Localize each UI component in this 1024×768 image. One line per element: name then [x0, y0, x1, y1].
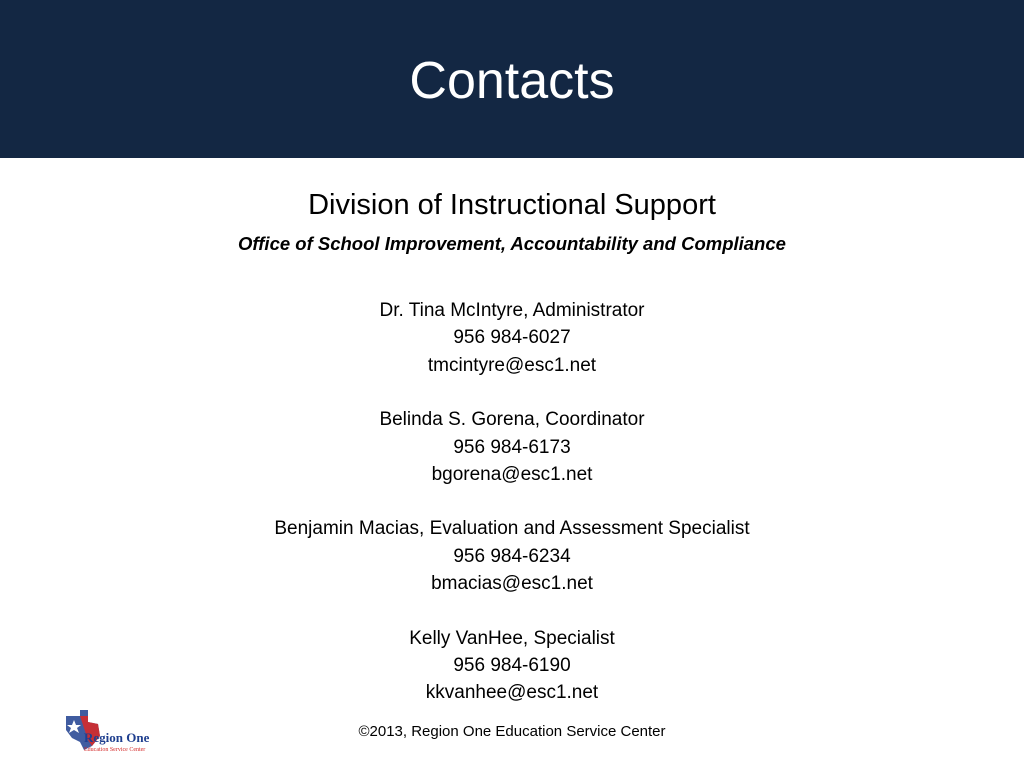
contact-phone: 956 984-6190 — [453, 655, 571, 677]
footer-copyright: ©2013, Region One Education Service Center — [358, 723, 666, 740]
contact-name: Belinda S. Gorena, Coordinator — [379, 409, 645, 431]
contact-name: Kelly VanHee, Specialist — [409, 627, 615, 649]
contact-entry — [0, 625, 1024, 707]
contact-phone: 956 984-6027 — [453, 327, 571, 349]
division-heading: Division of Instructional Support — [308, 189, 716, 221]
contact-email[interactable]: kkvanhee@esc1.net — [425, 682, 599, 704]
slide-title: Contacts — [409, 52, 615, 110]
logo-title: Region One — [84, 730, 150, 745]
contact-name: Dr. Tina McIntyre, Administrator — [379, 300, 645, 321]
content — [0, 186, 1024, 734]
logo-subtitle: Education Service Center — [84, 747, 146, 753]
contact-email[interactable]: tmcintyre@esc1.net — [427, 354, 597, 376]
office-subheading: Office of School Improvement, Accountability and Compliance — [238, 233, 786, 254]
contact-phone: 956 984-6173 — [453, 436, 571, 458]
contact-entry — [0, 297, 1024, 379]
contact-entry — [0, 406, 1024, 488]
contact-entry — [0, 515, 1024, 597]
contact-phone: 956 984-6234 — [453, 545, 571, 567]
contacts-list — [0, 297, 1024, 707]
contact-name: Benjamin Macias, Evaluation and Assessment Specialist — [274, 518, 750, 540]
contact-email[interactable]: bgorena@esc1.net — [431, 464, 593, 486]
contact-email[interactable]: bmacias@esc1.net — [431, 573, 593, 595]
